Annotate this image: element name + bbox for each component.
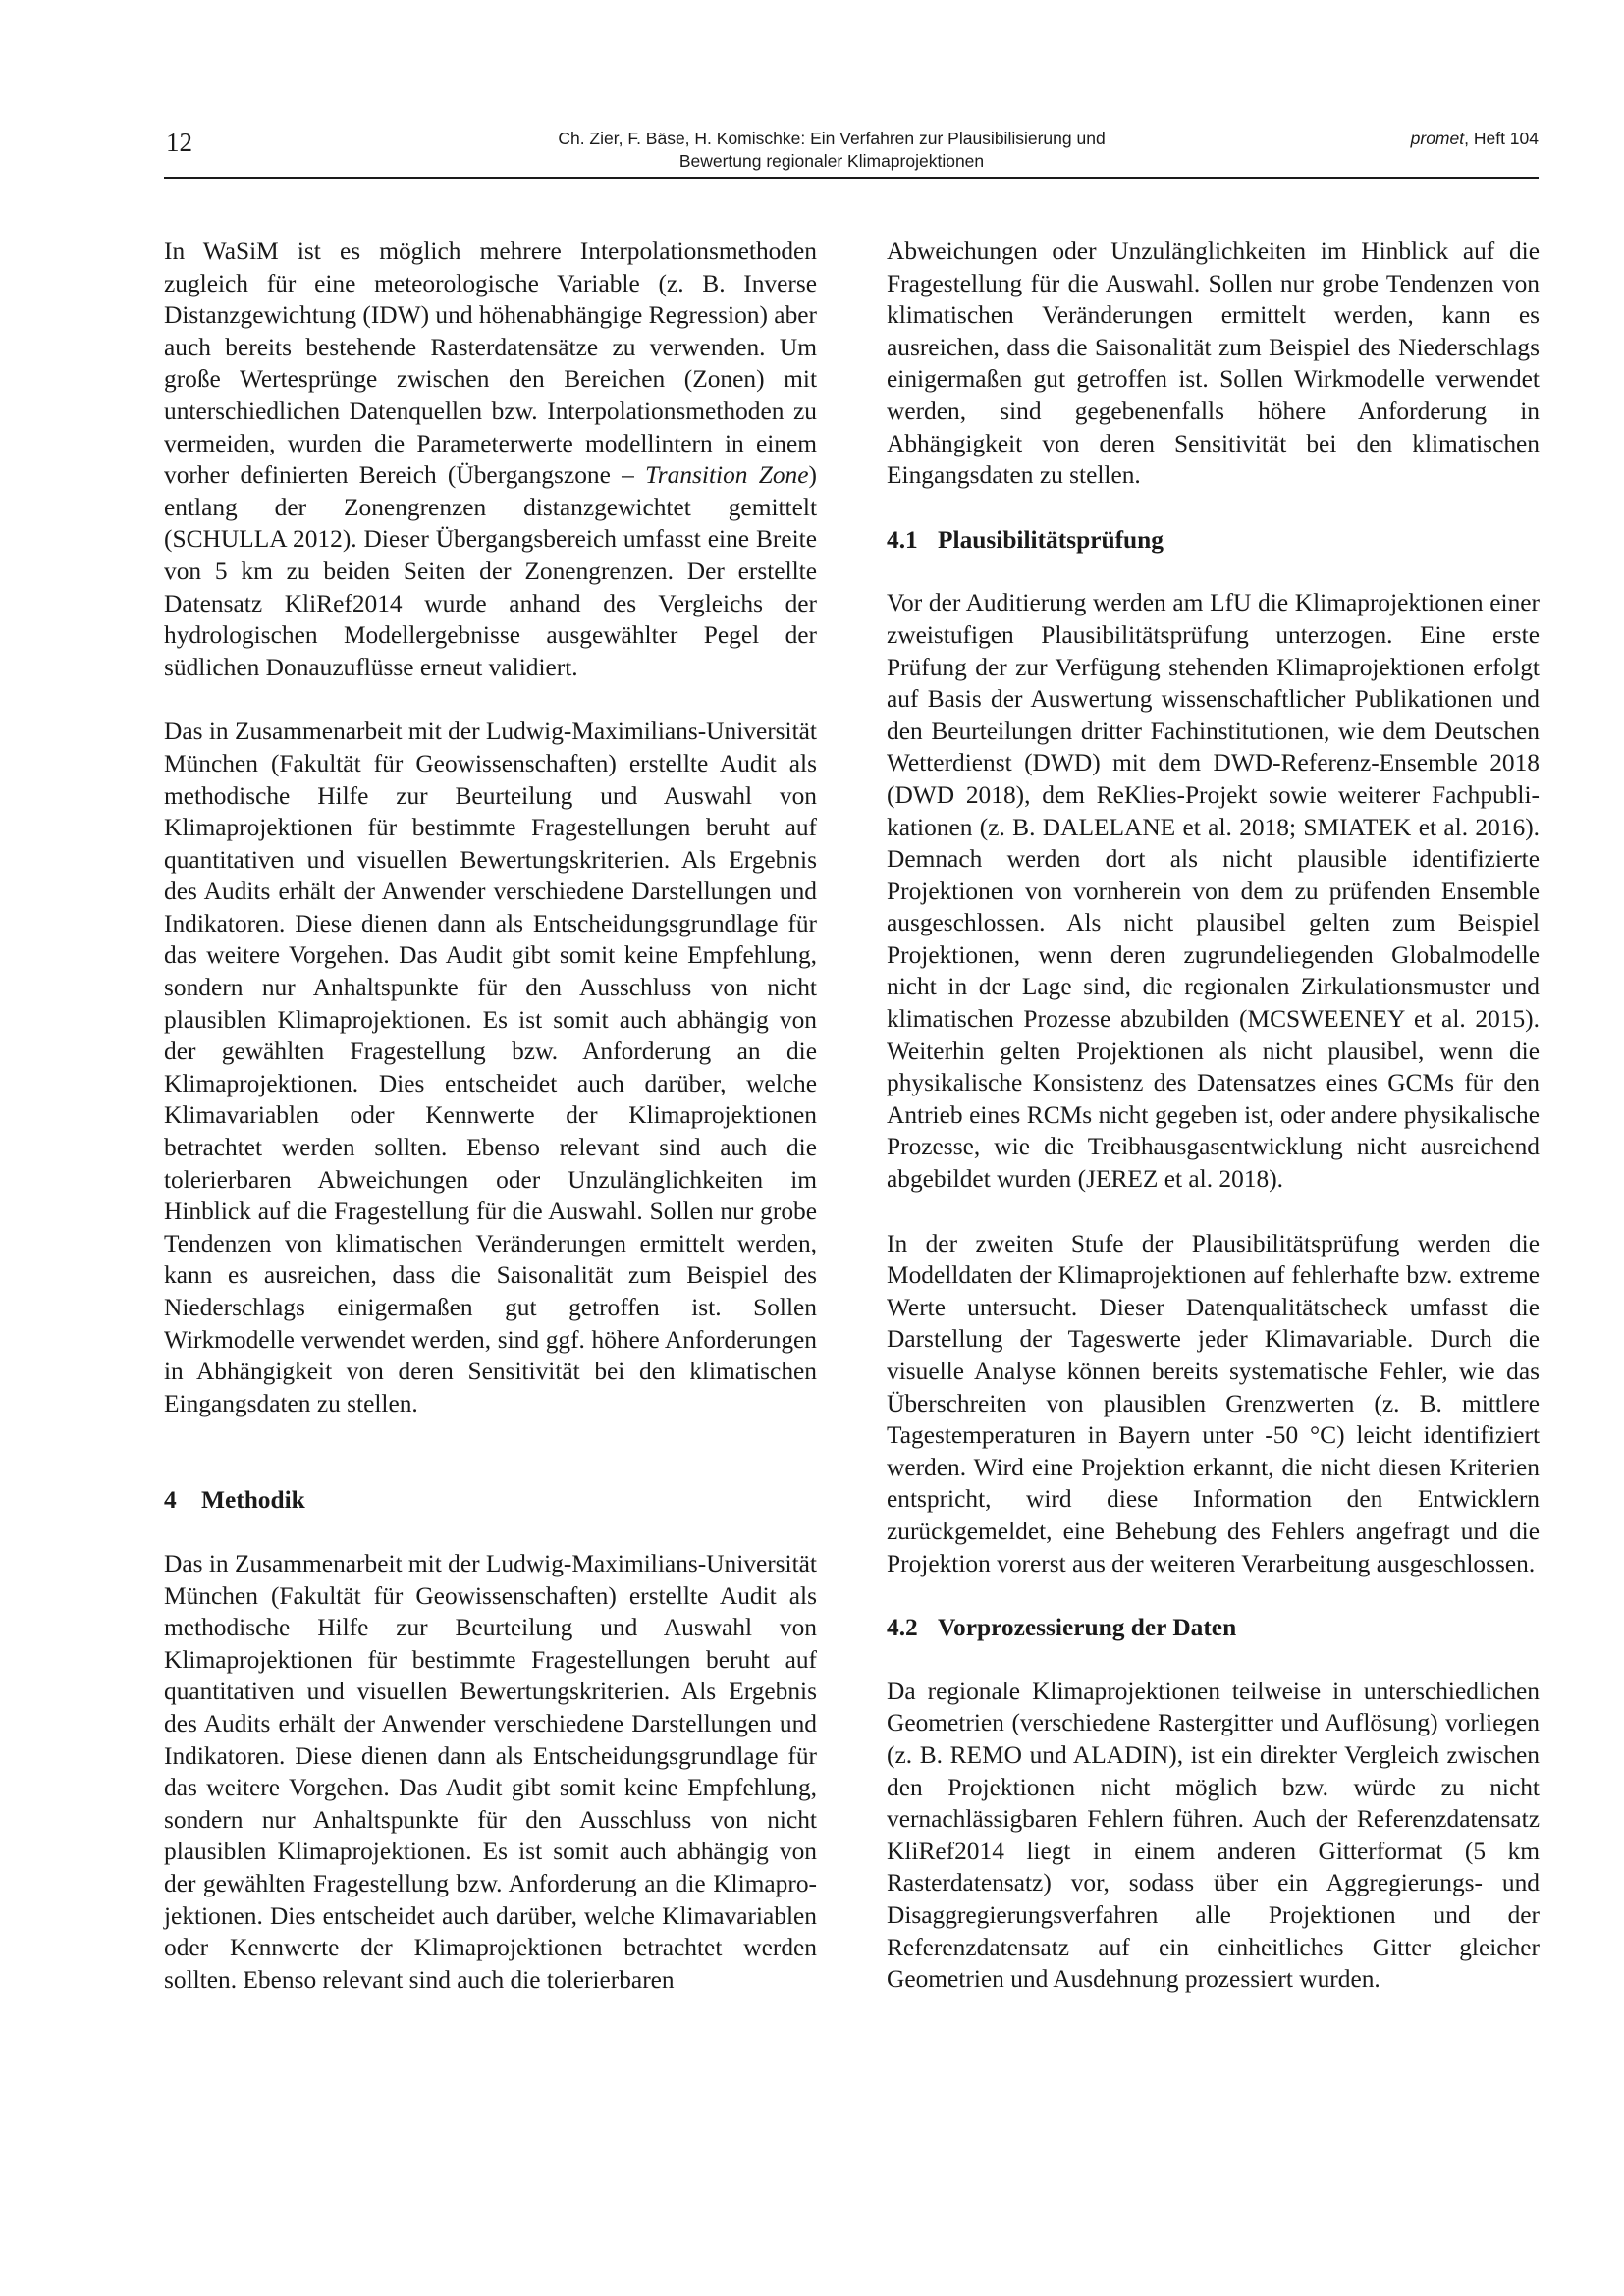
paragraph-plausibility-2: In der zweiten Stufe der Plausibilitätsprüfung werden die Modelldaten der Klimaprojektionen auf fehlerhafte bzw. extreme Werte untersucht. Dieser Datenqualitätscheck umfasst die Darstellung der Tageswerte jeder Klimavariable. Durch die visuelle Analyse können bereits systematische Fehler, wie das Überschreiten von plausiblen Grenzwerten (z. B. mittlere Tagestemperaturen in Bayern unter -50 °C) leicht identifiziert werden. Wird eine Projektion erkannt, die nicht diesen Kriterien entspricht, wird diese Information den Entwicklern zurückgemeldet, eine Behebung des Fehlers angefragt und die Projektion vorerst aus der weiteren Verarbeitung ausgeschlossen. <box>887 1229 1540 1577</box>
header-rule <box>164 177 1539 179</box>
page-number: 12 <box>166 128 192 157</box>
section-heading-preprocessing <box>887 1612 1540 1644</box>
paragraph-text: ) entlang der Zonengrenzen distanzgewichtet gemittelt (SCHULLA 2012). Dieser Übergangsbereich umfasst eine Breite von 5 km zu beiden Seiten der Zonengrenzen. Der erstellte Datensatz KliRef2014 wurde anhand des Vergleichs der hydrologischen Modellergebnisse ausgewählter Pegel der südlichen Donauzuflüsse erneut validiert. <box>164 461 817 681</box>
left-column <box>164 236 817 1996</box>
paragraph-continuation: Abweichungen oder Unzulänglichkeiten im Hinblick auf die Fragestellung für die Auswahl. Sollen nur grobe Tendenzen von klimatischen Veränderungen ermittelt werden, kann es ausreichen, dass die Saisonalität zum Beispiel des Niederschlags einigermaßen gut getroffen ist. Sollen Wirkmodelle verwendet werden, sind gegebenenfalls höhere Anforderung in Abhängigkeit von deren Sensitivität bei den klimatischen Eingangsdaten zu stellen. <box>887 238 1540 490</box>
paragraph-wasim <box>164 236 817 683</box>
journal-name: promet <box>1410 129 1465 148</box>
paragraph-plausibility-1: Vor der Auditierung werden am LfU die Klimaprojektionen einer zweistufigen Plausibilitätsprüfung unterzogen. Eine erste Prüfung der zur Verfügung stehenden Klimaprojektionen erfolgt auf Basis der Auswertung wissenschaftlicher Publikationen und den Beurteilungen dritter Fachinstitutionen, wie dem Deutschen Wetterdienst (DWD) mit dem DWD-Referenz-Ensemble 2018 (DWD 2018), dem ReKlies-Projekt sowie weiterer Fachpublikationen (z. B. DALELANE et al. 2018; SMIATEK et al. 2016). Demnach werden dort als nicht plausible identifizierte Projektionen von vornherein von dem zu prüfenden Ensemble ausgeschlossen. Als nicht plausibel gelten zum Beispiel Projektionen, wenn deren zugrundeliegenden Globalmodelle nicht in der Lage sind, die regionalen Zirkulationsmuster und klimatischen Prozesse abzubilden (MCSWEENEY et al. 2015). Weiterhin gelten Projektionen als nicht plausibel, wenn die physikalische Konsistenz des Datensatzes eines GCMs für den Antrieb eines RCMs nicht gegeben ist, oder andere physikalische Prozesse, wie die Treibhausgasentwicklung nicht ausreichend abgebildet wurden (JEREZ et al. 2018). <box>887 589 1540 1194</box>
paragraph-text: In WaSiM ist es möglich mehrere Interpolationsmethoden zugleich für eine meteorologische Variable (z. B. Inverse Distanzgewichtung (IDW) und höhenabhängige Regression) aber auch bereits bestehende Rasterdatensätze zu verwenden. Um große Wertesprünge zwischen den Bereichen (Zonen) mit unterschiedlichen Datenquellen bzw. Interpolationsmethoden zu vermeiden, wurden die Parameterwerte modellintern in einem vorher definierten Bereich (Übergangszone – <box>164 238 817 490</box>
paragraph-audit-intro: Das in Zusammenarbeit mit der Ludwig-Maximilians-Universität München (Fakultät für Geowissenschaften) erstellte Audit als methodische Hilfe zur Beurteilung und Auswahl von Klimaprojektionen für bestimmte Fragestellungen beruht auf quantitativen und visuellen Bewertungskriterien. Als Ergebnis des Audits erhält der Anwender verschiedene Darstellungen und Indikatoren. Diese dienen dann als Entscheidungsgrundlage für das weitere Vorgehen. Das Audit gibt somit keine Empfehlung, sondern nur Anhaltspunkte für den Ausschluss von nicht plausiblen Klimaprojektionen. Es ist somit auch abhängig von der gewählten Fragestellung bzw. Anforderung an die Klimaprojektionen. Dies entscheidet auch darüber, welche Klimavariablen oder Kennwerte der Klimaprojektionen betrachtet werden sollten. Ebenso relevant sind auch die tolerierbaren Abweichungen oder Unzulänglichkeiten im Hinblick auf die Fragestellung für die Auswahl. Sollen nur grobe Tendenzen von klimatischen Veränderungen ermittelt werden, kann es ausreichen, dass die Saisonalität zum Beispiel des Niederschlags einigermaßen gut getroffen ist. Sollen Wirkmodelle verwendet werden, sind ggf. höhere Anforderungen in Abhängigkeit von deren Sensitivität bei den klimatischen Eingangsdaten zu stellen. <box>164 718 817 1417</box>
running-title-line1: Ch. Zier, F. Bäse, H. Komischke: Ein Verfahren zur Plausibilisierung und <box>558 129 1106 148</box>
paragraph-methodik: Das in Zusammenarbeit mit der Ludwig-Maximilians-Universität München (Fakultät für Geowissenschaften) erstellte Audit als methodische Hilfe zur Beurteilung und Auswahl von Klimaprojektionen für bestimmte Fragestellungen beruht auf quantitativen und visuellen Bewertungskriterien. Als Ergebnis des Audits erhält der Anwender verschiedene Darstellungen und Indikatoren. Diese dienen dann als Entscheidungsgrundlage für das weitere Vorgehen. Das Audit gibt somit keine Empfehlung, sondern nur Anhaltspunkte für den Ausschluss von nicht plausiblen Klimaprojektionen. Es ist somit auch abhängig von der gewählten Fragestellung bzw. Anforderung an die Klimaprojektionen. Dies entscheidet auch darüber, welche Klimavariablen oder Kennwerte der Klimaprojektionen betrachtet werden sollten. Ebenso relevant sind auch die tolerierbaren <box>164 1549 817 1994</box>
journal-issue: , Heft 104 <box>1464 129 1539 148</box>
italic-term: Transition Zone <box>645 461 809 490</box>
running-title <box>488 128 1175 173</box>
section-number: 4 <box>164 1486 177 1515</box>
paragraph-preprocessing: Da regionale Klimaprojektionen teilweise in unterschiedlichen Geometrien (verschiedene Rastergitter und Auflösung) vorliegen (z. B. REMO und ALADIN), ist ein direkter Vergleich zwischen den Projektionen nicht möglich bzw. würde zu nicht vernachlässigbaren Fehlern führen. Auch der Referenzdatensatz KliRef2014 liegt in einem anderen Gitterformat (5 km Rasterdatensatz) vor, sodass über ein Aggregierungs- und Disaggregierungsverfahren alle Projektionen und der Referenzdatensatz auf ein einheitliches Gitter gleicher Geometrien und Ausdehnung prozessiert wurden. <box>887 1677 1540 1994</box>
section-title: Methodik <box>201 1486 305 1515</box>
section-number: 4.2 <box>887 1614 918 1642</box>
running-title-line2: Bewertung regionaler Klimaprojektionen <box>678 151 985 171</box>
journal-reference <box>1411 128 1539 150</box>
page-header <box>164 128 1539 177</box>
section-heading-methodik <box>164 1484 817 1517</box>
section-number: 4.1 <box>887 525 918 554</box>
right-column <box>887 236 1540 1996</box>
section-heading-plausibility <box>887 524 1540 557</box>
section-title: Vorprozessierung der Daten <box>938 1614 1237 1642</box>
section-title: Plausibilitätsprüfung <box>938 525 1164 554</box>
